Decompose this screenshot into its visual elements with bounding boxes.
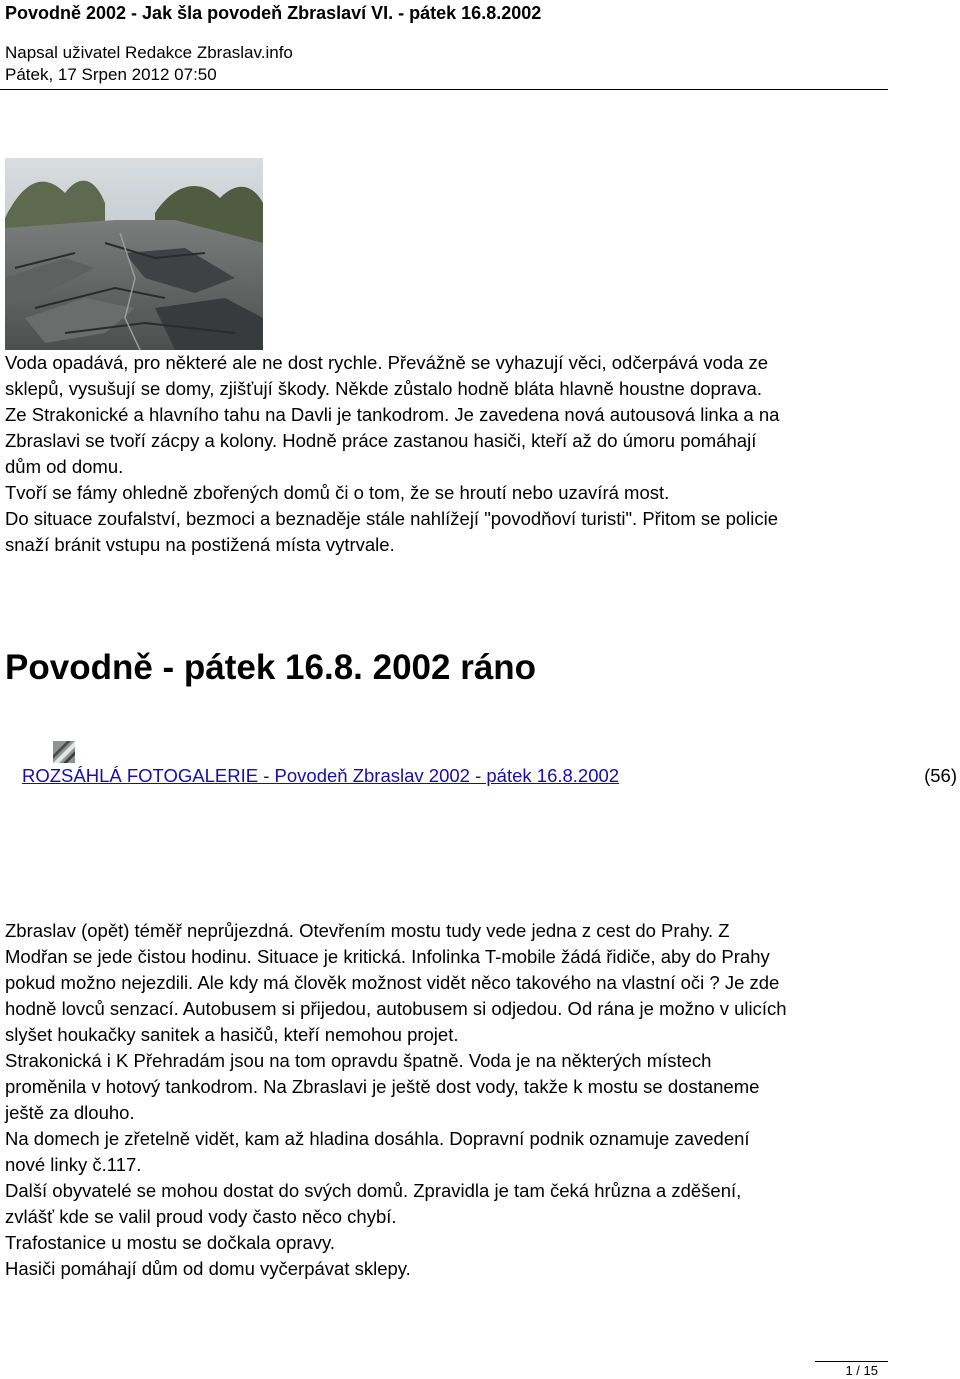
text-line: Voda opadává, pro některé ale ne dost rychle. Převážně se vyhazují věci, odčerpává voda ze bbox=[5, 352, 769, 373]
section-heading: Povodně - pátek 16.8. 2002 ráno bbox=[5, 648, 537, 687]
text-line: Na domech je zřetelně vidět, kam až hladina dosáhla. Dopravní podnik oznamuje zavedení bbox=[5, 1128, 750, 1149]
intro-paragraph bbox=[5, 350, 905, 558]
publish-date: Pátek, 17 Srpen 2012 07:50 bbox=[5, 65, 217, 84]
text-line: Trafostanice u mostu se dočkala opravy. bbox=[5, 1232, 336, 1253]
gallery-link[interactable]: ROZSÁHLÁ FOTOGALERIE - Povodeň Zbraslav 2002 - pátek 16.8.2002 bbox=[22, 765, 620, 786]
text-line: ještě za dlouho. bbox=[5, 1102, 135, 1123]
text-line: Modřan se jede čistou hodinu. Situace je kritická. Infolinka T-mobile žádá řidiče, aby do Prahy bbox=[5, 946, 770, 967]
text-line: Zbraslav (opět) téměř neprůjezdná. Otevřením mostu tudy vede jedna z cest do Prahy. Z bbox=[5, 920, 730, 941]
report-paragraph bbox=[5, 918, 905, 1282]
text-line: Ze Strakonické a hlavního tahu na Davli je tankodrom. Je zavedena nová autousová linka a na bbox=[5, 404, 780, 425]
text-line: Další obyvatelé se mohou dostat do svých domů. Zpravidla je tam čeká hrůzna a zděšení, bbox=[5, 1180, 742, 1201]
page-number: 1 / 15 bbox=[845, 1363, 878, 1378]
text-line: zvlášť kde se valil proud vody často něco chybí. bbox=[5, 1206, 397, 1227]
text-line: sklepů, vysušují se domy, zjišťují škody. Někde zůstalo hodně bláta hlavně houstne doprava. bbox=[5, 378, 762, 399]
text-line: proměnila v hotový tankodrom. Na Zbraslavi je ještě dost vody, takže k mostu se dostaneme bbox=[5, 1076, 760, 1097]
text-line: slyšet houkačky sanitek a hasičů, kteří nemohou projet. bbox=[5, 1024, 459, 1045]
text-line: snaží bránit vstupu na postižená místa vytrvale. bbox=[5, 534, 395, 555]
text-line: hodně lovců senzací. Autobusem si přijedou, autobusem si odjedou. Od rána je možno v ulicích bbox=[5, 998, 787, 1019]
text-line: pokud možno nejezdili. Ale kdy má člověk možnost vidět něco takového na vlastní oči ? Je zde bbox=[5, 972, 780, 993]
gallery-thumbnail[interactable] bbox=[53, 741, 75, 763]
header-divider bbox=[0, 89, 888, 90]
text-line: dům od domu. bbox=[5, 456, 124, 477]
damaged-road-photo bbox=[5, 158, 263, 350]
text-line: Tvoří se fámy ohledně zbořených domů či o tom, že se hroutí nebo uzavírá most. bbox=[5, 482, 670, 503]
text-line: nové linky č.117. bbox=[5, 1154, 142, 1175]
text-line: Do situace zoufalství, bezmoci a beznaděje stále nahlížejí "povodňoví turisti". Přitom se policie bbox=[5, 508, 779, 529]
page-title: Povodně 2002 - Jak šla povodeň Zbraslaví VI. - pátek 16.8.2002 bbox=[5, 3, 542, 23]
text-line: Hasiči pomáhají dům od domu vyčerpávat sklepy. bbox=[5, 1258, 411, 1279]
author-line: Napsal uživatel Redakce Zbraslav.info bbox=[5, 43, 293, 62]
footer-divider bbox=[815, 1361, 888, 1362]
gallery-photo-count: (56) bbox=[924, 765, 957, 786]
text-line: Zbraslavi se tvoří zácpy a kolony. Hodně práce zastanou hasiči, kteří až do úmoru pomáhají bbox=[5, 430, 757, 451]
text-line: Strakonická i K Přehradám jsou na tom opravdu špatně. Voda je na některých místech bbox=[5, 1050, 712, 1071]
